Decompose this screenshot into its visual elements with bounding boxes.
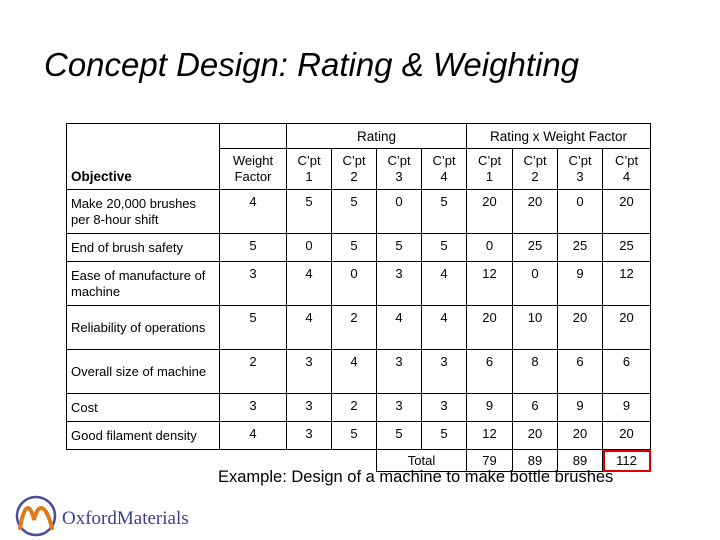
- rating-cell: 0: [377, 190, 422, 234]
- rating-cell: 3: [422, 350, 467, 394]
- weighted-cell: 8: [513, 350, 558, 394]
- weighted-cell: 0: [558, 190, 603, 234]
- weighted-group-header: Rating x Weight Factor: [467, 124, 651, 149]
- rating-cell: 2: [332, 394, 377, 422]
- rating-cell: 4: [422, 306, 467, 350]
- weight-cell: 4: [220, 422, 287, 450]
- objective-cell: Good filament density: [67, 422, 220, 450]
- rating-cell: 5: [332, 422, 377, 450]
- table-row: [67, 306, 651, 350]
- objective-cell: Make 20,000 brushes per 8-hour shift: [67, 190, 220, 234]
- total-cell: 89: [513, 450, 558, 472]
- blank-cell: [67, 450, 220, 472]
- rating-concept-header: C’pt 4: [422, 149, 467, 190]
- weighted-cell: 10: [513, 306, 558, 350]
- rating-cell: 5: [332, 234, 377, 262]
- weighted-cell: 25: [603, 234, 651, 262]
- weight-cell: 5: [220, 234, 287, 262]
- weight-cell: 4: [220, 190, 287, 234]
- rating-cell: 3: [287, 350, 332, 394]
- table-row: [67, 350, 651, 394]
- table-row: [67, 190, 651, 234]
- weighted-concept-header: C’pt 3: [558, 149, 603, 190]
- rating-cell: 5: [377, 234, 422, 262]
- table-row: [67, 234, 651, 262]
- weighted-concept-header: C’pt 1: [467, 149, 513, 190]
- table-row: [67, 422, 651, 450]
- example-caption: Example: Design of a machine to make bottle brushes: [218, 468, 614, 486]
- rating-cell: 3: [287, 394, 332, 422]
- weighted-cell: 6: [558, 350, 603, 394]
- total-cell: 89: [558, 450, 603, 472]
- weight-cell: 3: [220, 262, 287, 306]
- objective-cell: Overall size of machine: [67, 350, 220, 394]
- rating-cell: 3: [377, 350, 422, 394]
- rating-cell: 4: [287, 262, 332, 306]
- rating-group-header: Rating: [287, 124, 467, 149]
- weighted-concept-header: C’pt 2: [513, 149, 558, 190]
- table-row: [67, 394, 651, 422]
- rating-concept-header: C’pt 3: [377, 149, 422, 190]
- objective-cell: End of brush safety: [67, 234, 220, 262]
- rating-cell: 2: [332, 306, 377, 350]
- weighting-matrix-table: [66, 123, 651, 472]
- weighted-cell: 6: [603, 350, 651, 394]
- rating-cell: 0: [332, 262, 377, 306]
- weighted-cell: 6: [513, 394, 558, 422]
- rating-cell: 5: [422, 190, 467, 234]
- total-label: Total: [377, 450, 467, 472]
- weighted-cell: 20: [603, 306, 651, 350]
- objective-cell: Reliability of operations: [67, 306, 220, 350]
- weight-cell: 2: [220, 350, 287, 394]
- rating-concept-header: C’pt 2: [332, 149, 377, 190]
- rating-cell: 5: [287, 190, 332, 234]
- weighted-cell: 0: [513, 262, 558, 306]
- rating-cell: 5: [422, 422, 467, 450]
- weighted-cell: 20: [467, 190, 513, 234]
- rating-concept-header: C’pt 1: [287, 149, 332, 190]
- weighted-cell: 20: [467, 306, 513, 350]
- weighted-cell: 0: [467, 234, 513, 262]
- objective-column-header: Objective: [67, 124, 220, 190]
- weighted-cell: 12: [603, 262, 651, 306]
- weighted-cell: 9: [558, 262, 603, 306]
- weighted-cell: 25: [513, 234, 558, 262]
- weighted-cell: 20: [558, 306, 603, 350]
- weight-factor-header: Weight Factor: [220, 149, 287, 190]
- weighted-cell: 25: [558, 234, 603, 262]
- weighted-cell: 9: [603, 394, 651, 422]
- objective-cell: Ease of manufacture of machine: [67, 262, 220, 306]
- matrix-body: [67, 190, 651, 472]
- weighted-cell: 6: [467, 350, 513, 394]
- rating-cell: 4: [422, 262, 467, 306]
- weighted-cell: 20: [558, 422, 603, 450]
- weighted-cell: 12: [467, 262, 513, 306]
- logo-text: OxfordMaterials: [62, 508, 189, 529]
- weighted-cell: 9: [467, 394, 513, 422]
- rating-cell: 0: [287, 234, 332, 262]
- weighted-concept-header: C’pt 4: [603, 149, 651, 190]
- weighted-cell: 12: [467, 422, 513, 450]
- rating-cell: 3: [377, 394, 422, 422]
- rating-cell: 3: [377, 262, 422, 306]
- rating-cell: 5: [422, 234, 467, 262]
- objective-cell: Cost: [67, 394, 220, 422]
- weight-cell: 3: [220, 394, 287, 422]
- slide-title: Concept Design: Rating & Weighting: [44, 46, 580, 83]
- rating-cell: 5: [332, 190, 377, 234]
- rating-cell: 3: [287, 422, 332, 450]
- weighted-cell: 20: [603, 190, 651, 234]
- rating-cell: 3: [422, 394, 467, 422]
- rating-cell: 4: [287, 306, 332, 350]
- weighted-cell: 20: [603, 422, 651, 450]
- weighted-cell: 20: [513, 422, 558, 450]
- rating-cell: 4: [332, 350, 377, 394]
- best-total-cell: 112: [603, 450, 651, 472]
- rating-cell: 5: [377, 422, 422, 450]
- weight-cell: 5: [220, 306, 287, 350]
- total-cell: 79: [467, 450, 513, 472]
- table-row: [67, 262, 651, 306]
- weighted-cell: 20: [513, 190, 558, 234]
- weighted-cell: 9: [558, 394, 603, 422]
- rating-cell: 4: [377, 306, 422, 350]
